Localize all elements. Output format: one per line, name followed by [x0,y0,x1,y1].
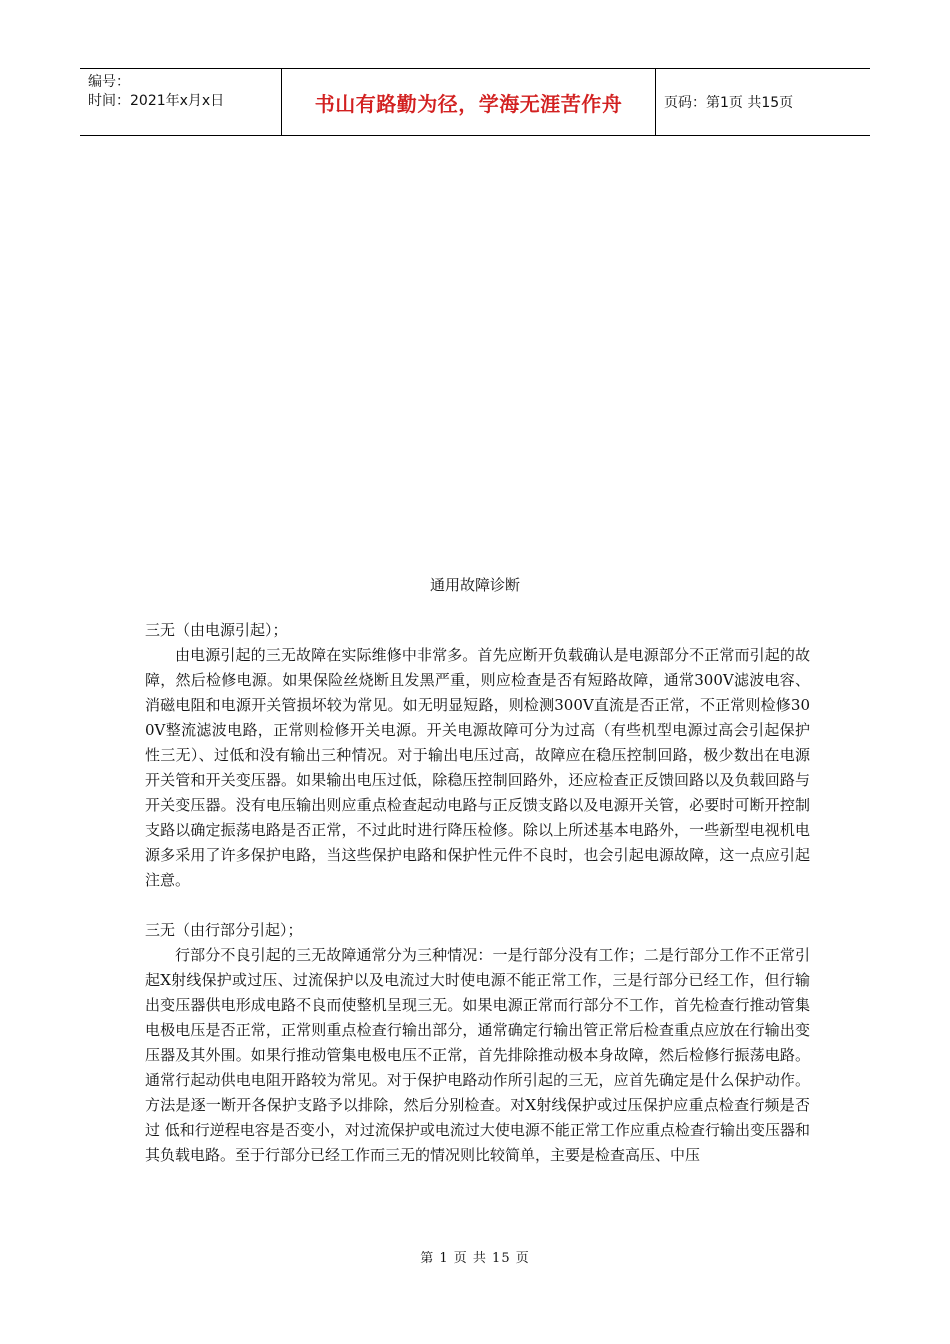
header-table [80,68,870,136]
document-title: 通用故障诊断 [429,576,520,594]
section-heading-horizontal: 三无（由行部分引起）； [145,921,303,939]
header-motto-cell [282,69,656,135]
section-body-horizontal: 行部分不良引起的三无故障通常分为三种情况：一是行部分没有工作；二是行部分工作不正常引起X射线保护或过压、过流保护以及电流过大时使电源不能正常工作，三是行部分已经工作，但行输出变压器供电形成电路不良而使整机呈现三无。如果电源正常而行部分不工作，首先检查行推动管集电极电压是否正常，正常则重点检查行输出部分，通常确定行输出管正常后检查重点应放在行输出变压器及其外围。如果行推动管集电极电压不正常，首先排除推动极本身故障，然后检修行振荡电路。通常行起动供电电阻开路较为常见。对于保护电路动作所引起的三无，应首先确定是什么保护动作。方法是逐一断开各保护支路予以排除，然后分别检查。对X射线保护或过压保护应重点检查行频是否过 低和行逆程电容是否变小，对过流保护或电流过大使电源不能正常工作应重点检查行输出变压器和其负载电路。至于行部分已经工作而三无的情况则比较简单，主要是检查高压、中压 [145,946,810,1164]
paragraph-spacer [145,893,810,918]
section-body-power: 由电源引起的三无故障在实际维修中非常多。首先应断开负载确认是电源部分不正常而引起的故障，然后检修电源。如果保险丝烧断且发黑严重，则应检查是否有短路故障，通常300V滤波电容、消磁电阻和电源开关管损坏较为常见。如无明显短路，则检测300V直流是否正常，不正常则检修300V整流滤波电路，正常则检修开关电源。开关电源故障可分为过高（有些机型电源过高会引起保护性三无）、过低和没有输出三种情况。对于输出电压过高，故障应在稳压控制回路，极少数出在电源开关管和开关变压器。如果输出电压过低，除稳压控制回路外，还应检查正反馈回路以及负载回路与开关变压器。没有电压输出则应重点检查起动电路与正反馈支路以及电源开关管，必要时可断开控制支路以确定振荡电路是否正常，不过此时进行降压检修。除以上所述基本电路外，一些新型电视机电源多采用了许多保护电路，当这些保护电路和保护性元件不良时，也会引起电源故障，这一点应引起注意。 [145,646,810,889]
number-label: 编号： [88,74,130,90]
document-body [145,618,810,1168]
section-heading-power: 三无（由电源引起）； [145,621,288,639]
header-left-cell [80,69,282,135]
page-footer: 第 1 页 共 15 页 [420,1251,530,1266]
motto-text: 书山有路勤为径，学海无涯苦作舟 [314,91,623,116]
time-label: 时间：2021年x月x日 [88,93,225,109]
page-info: 页码：第1页 共15页 [664,95,794,111]
header-page-cell [656,69,870,135]
